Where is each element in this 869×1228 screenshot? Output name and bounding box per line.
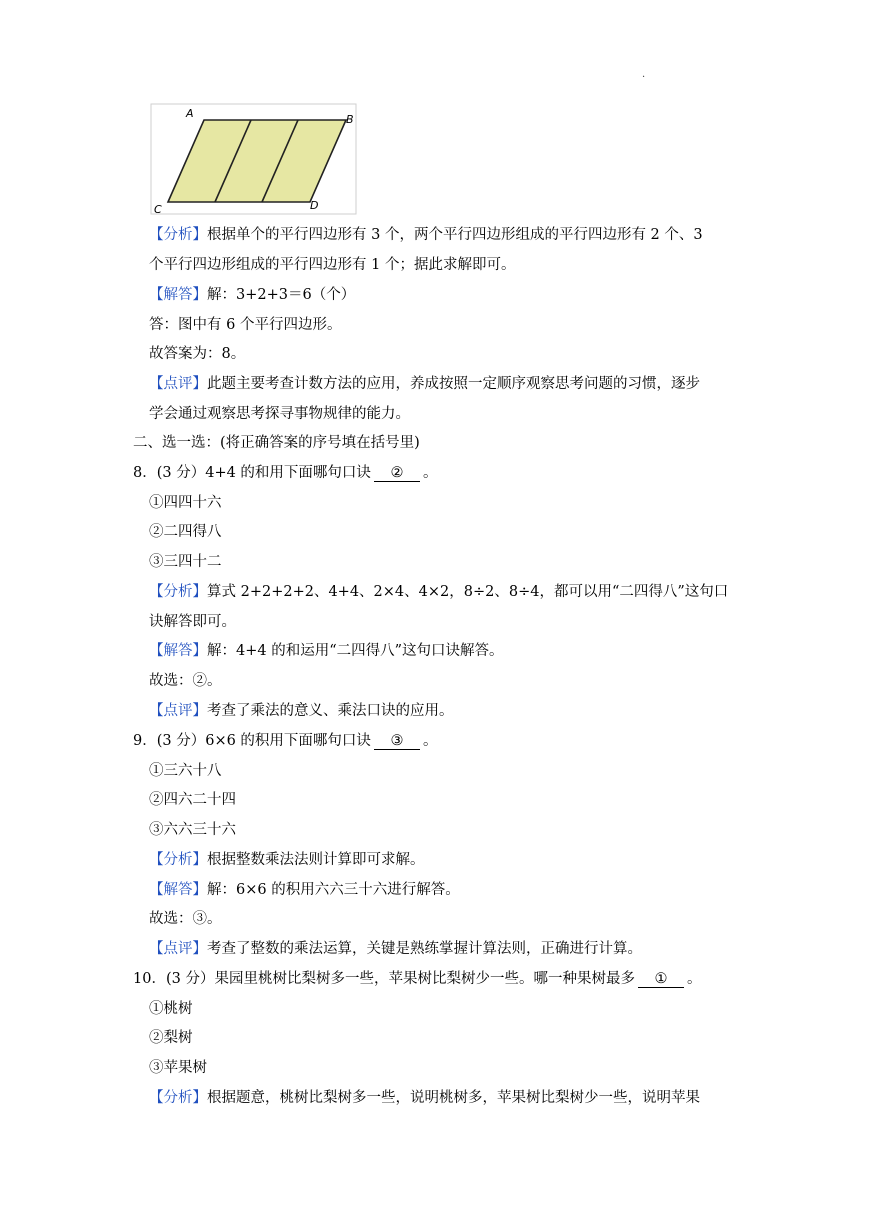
q7-comment-line2: 学会通过观察思考探寻事物规律的能力。 xyxy=(149,406,410,422)
q8-analysis-line1 xyxy=(149,582,728,602)
q10-option-3: ③苹果树 xyxy=(149,1060,207,1076)
answer-blank: ① xyxy=(638,971,684,988)
q10-stem xyxy=(133,969,701,989)
analysis-text: 根据单个的平行四边形有 3 个，两个平行四边形组成的平行四边形有 2 个、3 xyxy=(207,227,703,243)
comment-text: 此题主要考查计数方法的应用，养成按照一定顺序观察思考问题的习惯，逐步 xyxy=(207,376,700,392)
q10-option-2: ②梨树 xyxy=(149,1030,193,1046)
solution-tag: 【解答】 xyxy=(149,287,207,303)
section-title: 二、选一选：(将正确答案的序号填在括号里) xyxy=(133,435,420,451)
answer-blank: ③ xyxy=(374,733,420,750)
q9-final: 故选：③。 xyxy=(149,911,222,927)
analysis-tag: 【分析】 xyxy=(149,852,207,868)
q7-analysis-line1 xyxy=(149,225,703,245)
question-text: 8．(3 分）4+4 的和用下面哪句口诀 xyxy=(133,465,371,481)
analysis-tag: 【分析】 xyxy=(149,1090,207,1106)
q7-solution xyxy=(149,285,355,305)
solution-text: 解：6×6 的积用六六三十六进行解答。 xyxy=(207,882,460,898)
question-text: 10．(3 分）果园里桃树比梨树多一些，苹果树比梨树少一些。哪一种果树最多 xyxy=(133,971,635,987)
q8-option-3: ③三四十二 xyxy=(149,554,222,570)
q7-final: 故答案为：8。 xyxy=(149,346,246,362)
analysis-tag: 【分析】 xyxy=(149,584,207,600)
question-text: 9．(3 分）6×6 的积用下面哪句口诀 xyxy=(133,733,371,749)
solution-text: 解：3+2+3＝6（个） xyxy=(207,287,356,303)
label-c: C xyxy=(154,203,162,216)
q10-option-1: ①桃树 xyxy=(149,1001,193,1017)
q9-option-1: ①三六十八 xyxy=(149,763,222,779)
solution-tag: 【解答】 xyxy=(149,882,207,898)
analysis-text: 根据整数乘法法则计算即可求解。 xyxy=(207,852,425,868)
q8-stem xyxy=(133,463,437,483)
analysis-text: 根据题意，桃树比梨树多一些，说明桃树多，苹果树比梨树少一些，说明苹果 xyxy=(207,1090,700,1106)
comment-tag: 【点评】 xyxy=(149,703,207,719)
analysis-tag: 【分析】 xyxy=(149,227,207,243)
q8-solution xyxy=(149,641,504,661)
q8-analysis-line2: 诀解答即可。 xyxy=(149,614,236,630)
comment-tag: 【点评】 xyxy=(149,376,207,392)
q10-analysis xyxy=(149,1088,700,1108)
q7-answer: 答：图中有 6 个平行四边形。 xyxy=(149,317,342,333)
q8-final: 故选：②。 xyxy=(149,673,222,689)
answer-blank: ② xyxy=(374,465,420,482)
q9-comment xyxy=(149,939,642,959)
q9-analysis xyxy=(149,850,425,870)
question-end: 。 xyxy=(422,465,438,481)
q8-comment xyxy=(149,701,454,721)
label-b: B xyxy=(346,113,354,126)
corner-mark: · xyxy=(642,72,646,83)
label-a: A xyxy=(186,107,194,120)
q7-analysis-line2: 个平行四边形组成的平行四边形有 1 个；据此求解即可。 xyxy=(149,257,516,273)
parallelogram-figure xyxy=(150,102,365,220)
comment-text: 考查了整数的乘法运算，关键是熟练掌握计算法则，正确进行计算。 xyxy=(207,941,642,957)
q8-option-1: ①四四十六 xyxy=(149,495,222,511)
q8-option-2: ②二四得八 xyxy=(149,524,222,540)
q9-stem xyxy=(133,731,437,751)
question-end: 。 xyxy=(686,971,702,987)
q9-solution xyxy=(149,880,460,900)
question-end: 。 xyxy=(422,733,438,749)
q7-comment-line1 xyxy=(149,374,700,394)
solution-tag: 【解答】 xyxy=(149,643,207,659)
q9-option-2: ②四六二十四 xyxy=(149,792,236,808)
label-d: D xyxy=(310,199,319,212)
solution-text: 解：4+4 的和运用“二四得八”这句口诀解答。 xyxy=(207,643,504,659)
parallelogram-shape xyxy=(168,120,346,202)
analysis-text: 算式 2+2+2+2、4+4、2×4、4×2，8÷2、8÷4，都可以用“二四得八”这句口 xyxy=(207,584,729,600)
comment-text: 考查了乘法的意义、乘法口诀的应用。 xyxy=(207,703,454,719)
q9-option-3: ③六六三十六 xyxy=(149,822,236,838)
comment-tag: 【点评】 xyxy=(149,941,207,957)
